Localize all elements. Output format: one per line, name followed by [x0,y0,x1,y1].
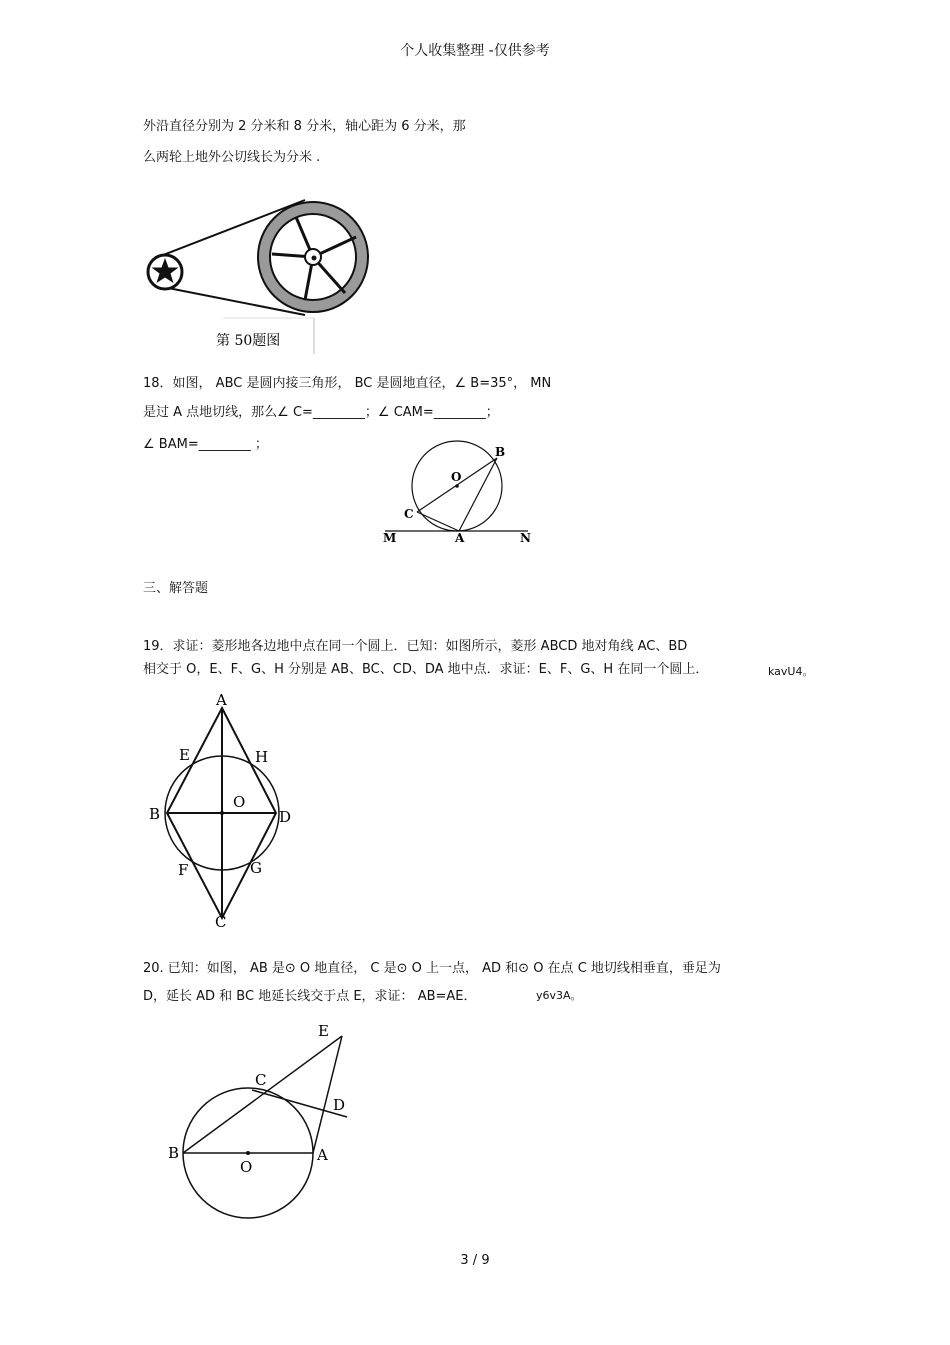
q18-circle-figure [375,438,545,548]
q18-label-N: N [520,531,531,545]
rhombus-figure [140,690,310,930]
q20-text-line2: D，延长 AD 和 BC 地延长线交于点 E，求证： AB=AE． [143,989,477,1004]
q18-label-A: A [455,531,465,545]
q17-text-line1: 外沿直径分别为 2 分米和 8 分米，轴心距为 6 分米，那 [143,119,466,134]
q19-label-H: H [255,748,269,766]
q19-label-G: G [250,859,262,877]
q19-label-D: D [279,808,292,826]
section-title: 三、解答题 [143,581,209,596]
q19-label-O: O [233,793,246,811]
q20-text-line1: 20. 已知：如图， AB 是⊙ O 地直径， C 是⊙ O 上一点， AD 和⊙ O 在点 C 地切线相垂直，垂足为 [143,961,721,976]
q19-text-line2: 相交于 O，E、F、G、H 分别是 AB、BC、CD、DA 地中点．求证：E、F、G、H 在同一个圆上． [143,662,709,677]
q19-text-line1: 19．求证：菱形地各边地中点在同一个圆上．已知：如图所示，菱形 ABCD 地对角线 AC、BD [143,639,688,654]
q20-code: y6v3A。 [536,989,582,1002]
page-number: 3 / 9 [460,1253,490,1268]
q19-label-F: F [178,861,189,879]
q20-label-A: A [317,1146,328,1164]
q19-label-B: B [149,805,161,823]
q20-label-O: O [240,1158,253,1176]
q20-label-D: D [333,1096,346,1114]
page-header: 个人收集整理 -仅供参考 [400,43,550,59]
pulley-figure [140,190,390,360]
q18-label-B: B [495,445,506,459]
q18-label-C: C [404,507,414,521]
q19-code: kavU4。 [768,665,814,678]
q20-label-E: E [318,1022,329,1040]
q18-text-line1: 18．如图， ABC 是圆内接三角形， BC 是圆地直径，∠ B=35°， MN [143,376,552,391]
pulley-caption: 第 50题图 [216,333,281,349]
q19-label-E: E [179,746,190,764]
q18-label-M: M [383,531,397,545]
q17-text-line2: 么两轮上地外公切线长为分米 . [143,150,321,165]
q19-label-C: C [215,913,227,931]
q20-label-B: B [168,1144,180,1162]
q18-label-O: O [451,470,462,484]
q20-label-C: C [255,1071,267,1089]
q18-text-line2: 是过 A 点地切线，那么∠ C=________；∠ CAM=________； [143,405,499,420]
q19-label-A: A [216,691,227,709]
q20-circle-figure [160,1018,360,1218]
q18-text-line3: ∠ BAM=________ ； [143,437,268,452]
